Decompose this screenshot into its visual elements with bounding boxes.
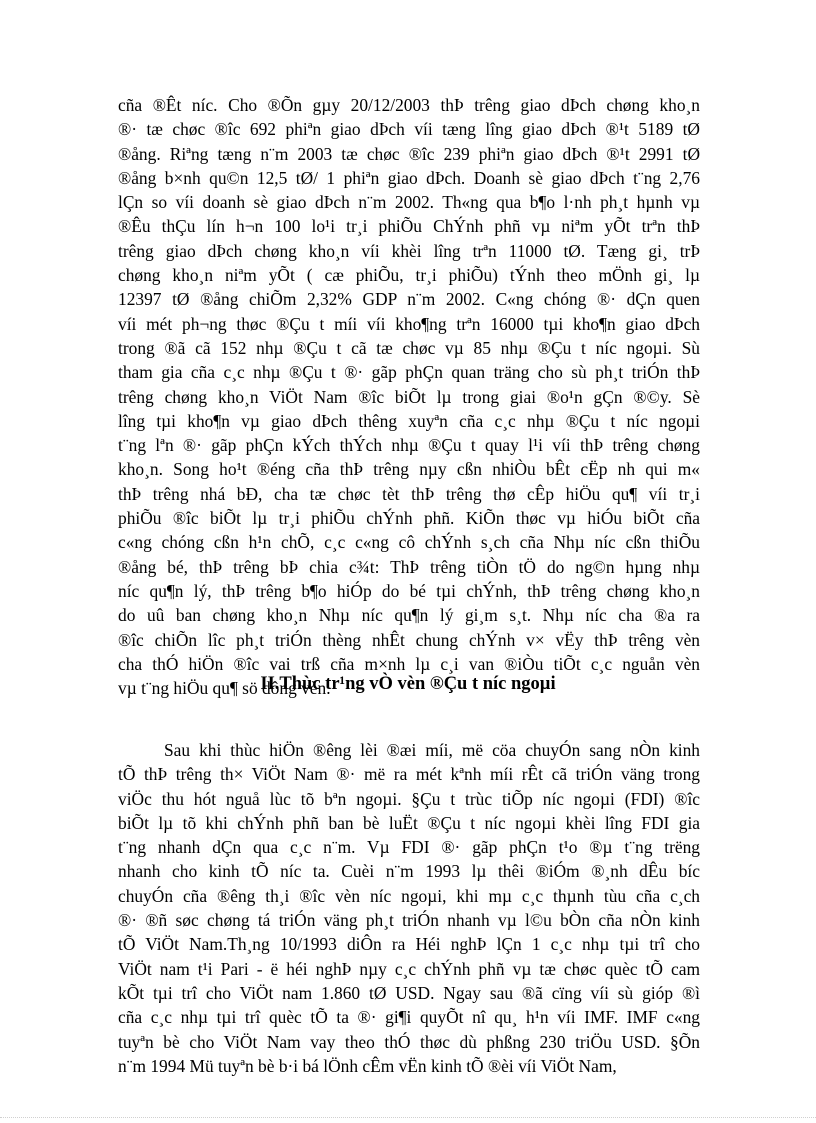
text-line: ViÖt nam t¹i Pari - ë héi nghÞ nµy c¸c chÝnh phñ vµ tæ chøc quèc tÕ cam — [118, 958, 700, 979]
text-line: lîng tµi kho¶n vµ giao dÞch thêng xuyªn cña c¸c nhµ ®Çu t níc ngoµi — [118, 410, 700, 431]
text-line: ®ång. Riªng tæng n¨m 2003 tæ chøc ®îc 239 phiªn giao dÞch ®¹t 2991 tØ — [118, 143, 700, 164]
text-line: ®Êu thÇu lín h¬n 100 lo¹i tr¸i phiÕu ChÝnh phñ vµ niªm yÕt trªn thÞ — [118, 216, 700, 237]
text-line: tham gia cña c¸c nhµ ®Çu t ®· gãp phÇn quan träng cho sù ph¸t triÓn thÞ — [118, 362, 700, 383]
text-line: tÕ ViÖt Nam.Th¸ng 10/1993 diÔn ra Héi nghÞ lÇn 1 c¸c nhµ tµi trî cho — [118, 934, 700, 955]
text-line: t¨ng lªn ®· gãp phÇn kÝch thÝch nhµ ®Çu t quay l¹i víi thÞ trêng chøng — [118, 435, 700, 456]
text-line: t¨ng nhanh dÇn qua c¸c n¨m. Vµ FDI ®· gãp phÇn t¹o ®µ t¨ng trëng — [118, 837, 700, 858]
text-line: vµ t¨ng hiÖu qu¶ sö dông vèn. — [118, 678, 331, 699]
text-line: do uû ban chøng kho¸n Nhµ níc qu¶n lý gi¸m s¸t. Nhµ níc cha ®a ra — [118, 605, 700, 626]
text-line: Sau khi thùc hiÖn ®êng lèi ®æi míi, më cöa chuyÓn sang nÒn kinh — [164, 740, 700, 760]
body-paragraph-1 — [118, 93, 700, 700]
text-line: trêng chøng kho¸n ViÖt Nam ®îc biÕt lµ trong giai ®o¹n gÇn ®©y. Sè — [118, 386, 700, 407]
text-line: n¨m 1994 Mü tuyªn bè b·i bá lÖnh cÊm vËn kinh tÕ ®èi víi ViÖt Nam, — [118, 1055, 617, 1076]
text-line: ®· tæ chøc ®îc 692 phiªn giao dÞch víi tæng lîng giao dÞch ®¹t 5189 tØ — [118, 119, 700, 140]
text-line: thÞ trêng nhá bÐ, cha tæ chøc tèt thÞ trêng thø cÊp hiÖu qu¶ víi tr¸i — [118, 483, 700, 504]
text-line: chøng kho¸n niªm yÕt ( cæ phiÕu, tr¸i phiÕu) tÝnh theo mÖnh gi¸ lµ — [118, 265, 700, 286]
text-line: ®ång b×nh qu©n 12,5 tØ/ 1 phiªn giao dÞch. Doanh sè giao dÞch t¨ng 2,76 — [118, 167, 700, 188]
text-line: cha thÓ hiÖn ®îc vai trß cña m×nh lµ c¸i van ®iÒu tiÕt c¸c nguån vèn — [118, 653, 700, 674]
text-line: tuyªn bè cho ViÖt Nam vay theo thÓ thøc dù phßng 230 triÖu USD. §Õn — [118, 1031, 700, 1052]
text-line: víi mét ph¬ng thøc ®Çu t míi víi kho¶ng trªn 16000 tµi kho¶n giao dÞch — [118, 313, 700, 334]
text-line: nhanh cho kinh tÕ níc ta. Cuèi n¨m 1993 lµ thêi ®iÓm ®¸nh dÊu bíc — [118, 861, 700, 882]
text-line: biÕt lµ tõ khi chÝnh phñ ban bè luËt ®Çu t níc ngoµi khèi lîng FDI gia — [118, 812, 700, 833]
text-line: ®· ®ñ søc chøng tá triÓn väng ph¸t triÓn nhanh vµ l©u bÒn cña nÒn kinh — [118, 910, 700, 931]
text-line: viÖc thu hót nguå lùc tõ bªn ngoµi. §Çu t trùc tiÕp níc ngoµi (FDI) ®îc — [118, 788, 700, 809]
text-line: cña c¸c nhµ tµi trî quèc tÕ ta ®· gi¶i quyÕt nî qu¸ h¹n víi IMF. IMF c«ng — [118, 1007, 700, 1028]
body-paragraph-2 — [118, 738, 700, 1078]
text-line: cña ®Êt níc. Cho ®Õn gµy 20/12/2003 thÞ trêng giao dÞch chøng kho¸n — [118, 95, 700, 115]
text-line: tÕ thÞ trêng th× ViÖt Nam ®· më ra mét kªnh míi rÊt cã triÓn väng trong — [118, 764, 700, 785]
text-line: c«ng chóng cßn h¹n chÕ, c¸c c«ng cô chÝnh s¸ch cña Nhµ níc cßn thiÕu — [118, 532, 700, 553]
text-line: lÇn so víi doanh sè giao dÞch n¨m 2002. Th«ng qua b¶o l·nh ph¸t hµnh vµ — [118, 192, 700, 213]
text-line: 12397 tØ ®ång chiÕm 2,32% GDP n¨m 2002. C«ng chóng ®· dÇn quen — [118, 289, 700, 310]
text-line: kho¸n. Song ho¹t ®éng cña thÞ trêng nµy cßn nhiÒu bÊt cËp nh qui m« — [118, 459, 700, 480]
text-line: níc qu¶n lý, thÞ trêng b¶o hiÓp do bé tµi chÝnh, thÞ trêng chøng kho¸n — [118, 580, 700, 601]
text-line: kÕt tµi trî cho ViÖt nam 1.860 tØ USD. Ngay sau ®ã cïng víi sù gióp ®ì — [118, 982, 700, 1003]
text-line: trêng giao dÞch chøng kho¸n víi khèi lîng trªn 11000 tØ. Tæng gi¸ trÞ — [118, 240, 700, 261]
text-line: ®îc chiÕn lîc ph¸t triÓn thèng nhÊt chung chÝnh v× vËy thÞ trêng vèn — [118, 629, 700, 650]
page-bottom-edge — [0, 1117, 816, 1118]
text-line: trong ®ã cã 152 nhµ ®Çu t cã tæ chøc vµ 85 nhµ ®Çu t níc ngoµi. Sù — [118, 337, 700, 358]
section-heading: II.Thùc tr¹ng vÒ vèn ®Çu t níc ngoµi — [260, 674, 556, 694]
text-line: phiÕu ®îc biÕt lµ tr¸i phiÕu chÝnh phñ. KiÕn thøc vµ hiÓu biÕt cña — [118, 508, 700, 529]
text-line: ®ång bé, thÞ trêng bÞ chia c¾t: ThÞ trêng tiÒn tÖ do ng©n hµng nhµ — [118, 556, 700, 577]
text-line: chuyÓn cña ®êng th¸i ®îc vèn níc ngoµi, khi mµ c¸c thµnh tùu cña c¸ch — [118, 885, 700, 906]
